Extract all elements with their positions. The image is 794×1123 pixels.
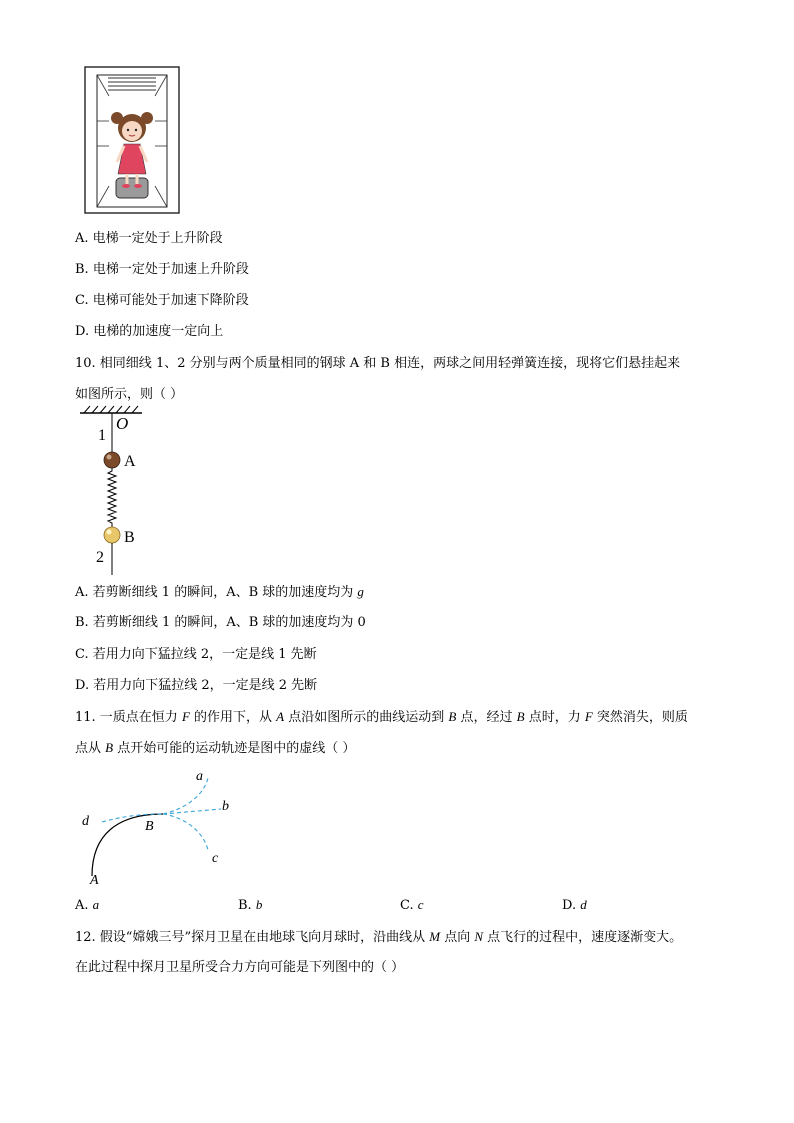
q10-stem-line1: 10. 相同细线 1、2 分别与两个质量相同的钢球 A 和 B 相连，两球之间用轻弹簧连接，现将它们悬挂起来: [75, 356, 681, 371]
elevator-figure: [84, 66, 180, 214]
q10-option-c: C. 若用力向下猛拉线 2，一定是线 1 先断: [75, 647, 317, 662]
q10-stem-line2: 如图所示，则（ ）: [75, 387, 184, 402]
q11-option-c: C. c: [400, 897, 424, 913]
spring-balls-figure: [78, 405, 158, 577]
q9-option-b: B. 电梯一定处于加速上升阶段: [75, 262, 249, 277]
label-2: 2: [96, 549, 104, 566]
q11-stem-line2: 点从 B 点开始可能的运动轨迹是图中的虚线（ ）: [75, 740, 356, 756]
label-b: B: [124, 529, 135, 546]
q9-option-a: A. 电梯一定处于上升阶段: [75, 231, 223, 246]
q11-option-d: D. d: [562, 897, 587, 913]
label-1: 1: [98, 427, 106, 444]
q10-option-d: D. 若用力向下猛拉线 2，一定是线 2 先断: [75, 678, 318, 693]
label-b: b: [222, 799, 229, 814]
elevator-drawing: [84, 66, 180, 214]
spring-balls-drawing: [78, 405, 158, 577]
q10-option-b: B. 若剪断细线 1 的瞬间，A、B 球的加速度均为 0: [75, 615, 366, 630]
dashed-curve-c: [163, 814, 208, 850]
q12-stem-line1: 12. 假设“嫦娥三号”探月卫星在由地球飞向月球时，沿曲线从 M 点向 N 点飞行的过程中，速度逐渐变大。: [75, 929, 683, 945]
label-point-b: B: [145, 819, 154, 834]
label-point-a: A: [90, 873, 99, 888]
label-c: c: [212, 851, 219, 866]
trajectory-drawing: [78, 764, 248, 888]
q11-stem-line1: 11. 一质点在恒力 F 的作用下，从 A 点沿如图所示的曲线运动到 B 点，经过 B 点时，力 F 突然消失，则质: [75, 709, 688, 725]
q11-option-a: A. a: [75, 897, 100, 913]
label-d: d: [82, 814, 89, 829]
trajectory-figure: [78, 764, 248, 888]
label-a: A: [124, 453, 136, 470]
ball-a: [104, 452, 120, 468]
label-a: a: [196, 769, 203, 784]
q12-stem-line2: 在此过程中探月卫星所受合力方向可能是下列图中的（ ）: [75, 960, 405, 975]
q9-option-d: D. 电梯的加速度一定向上: [75, 324, 224, 339]
spring: [108, 468, 116, 527]
q10-option-a: A. 若剪断细线 1 的瞬间，A、B 球的加速度均为 g: [75, 584, 364, 600]
q11-option-b: B. b: [238, 897, 263, 913]
ball-b: [104, 527, 120, 543]
label-o: O: [116, 414, 129, 433]
q9-option-c: C. 电梯可能处于加速下降阶段: [75, 293, 249, 308]
